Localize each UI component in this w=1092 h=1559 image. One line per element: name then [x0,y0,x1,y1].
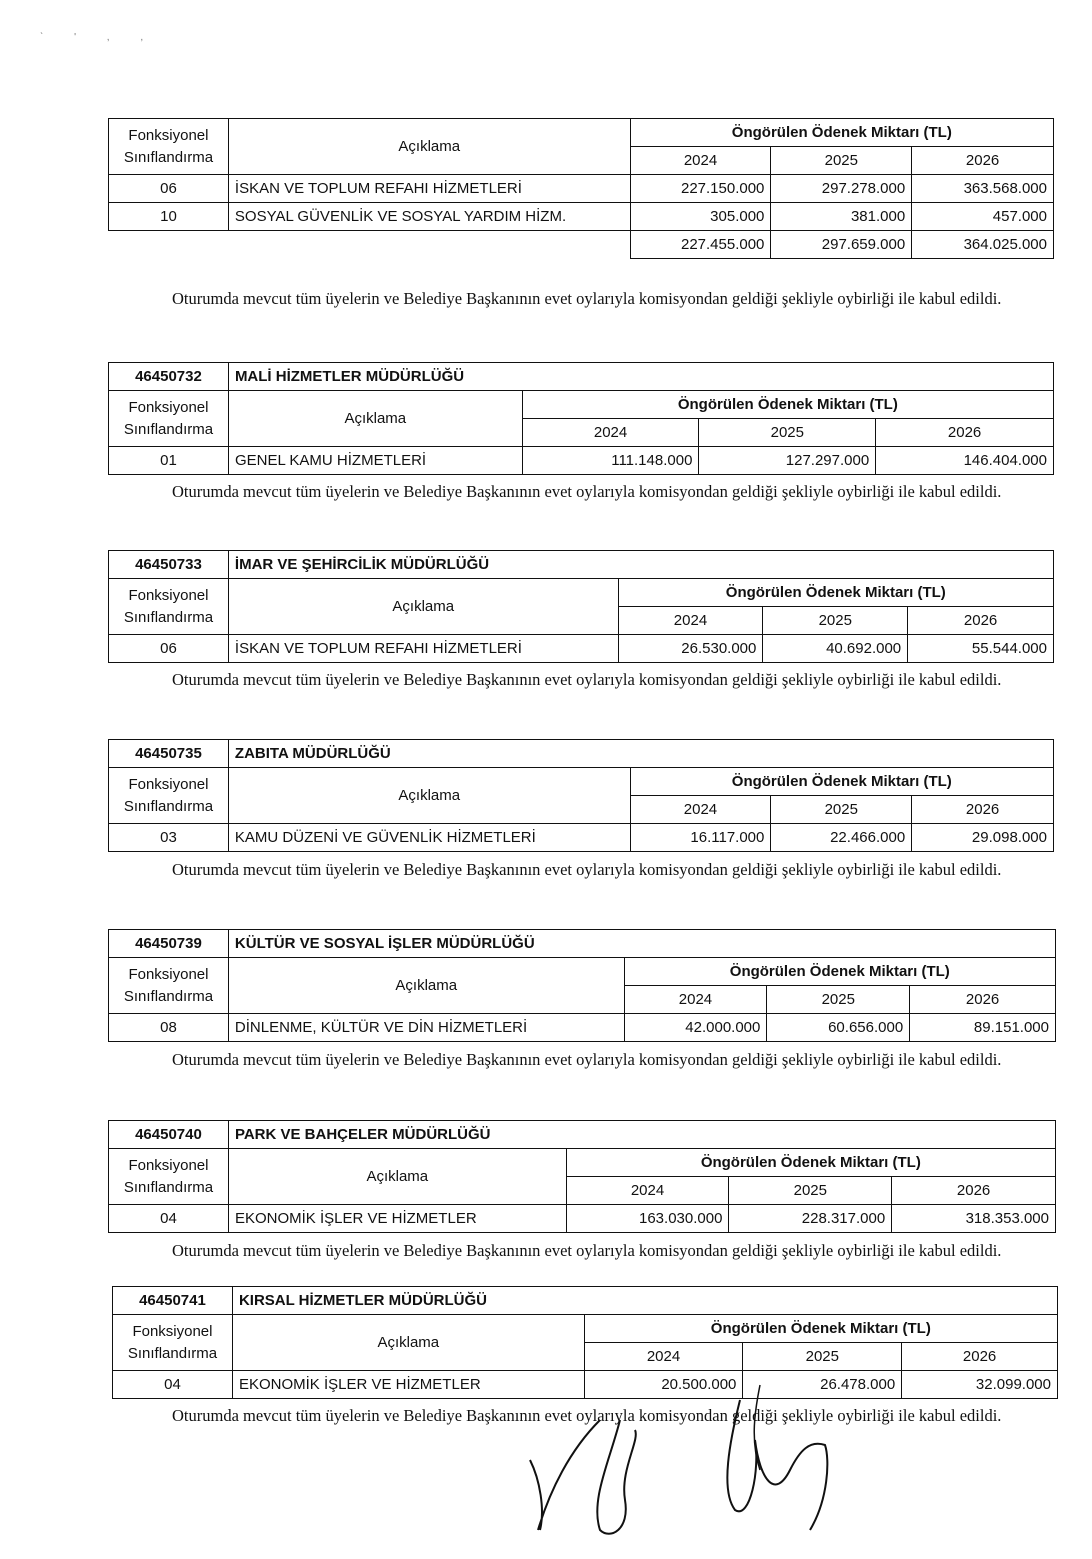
row-value-2025: 228.317.000 [729,1205,892,1233]
unit-table-46450739 [108,929,1056,1042]
unit-id: 46450735 [109,740,229,768]
row-value-2024: 305.000 [630,203,771,231]
table-row [109,203,1054,231]
header-fonksiyonel: Fonksiyonel Sınıflandırma [109,391,229,447]
unit-name: KÜLTÜR VE SOSYAL İŞLER MÜDÜRLÜĞÜ [228,930,1055,958]
unit-table-46450735 [108,739,1054,852]
unit-table-46450733 [108,550,1054,663]
header-aciklama: Açıklama [232,1315,584,1371]
unit-name: ZABITA MÜDÜRLÜĞÜ [228,740,1053,768]
row-desc: SOSYAL GÜVENLİK VE SOSYAL YARDIM HİZM. [228,203,630,231]
row-value-2024: 26.530.000 [618,635,763,663]
header-aciklama: Açıklama [228,391,522,447]
table-row [109,447,1054,475]
header-odenek: Öngörülen Ödenek Miktarı (TL) [630,119,1053,147]
approval-text: Oturumda mevcut tüm üyelerin ve Belediye Başkanının evet oylarıyla komisyondan geldiği şekliyle oybirliği ile kabul edildi. [172,1050,1002,1069]
row-value-2025: 127.297.000 [699,447,876,475]
header-fonksiyonel: Fonksiyonel Sınıflandırma [109,768,229,824]
row-value-2026: 318.353.000 [892,1205,1056,1233]
row-code: 10 [109,203,229,231]
unit-name: PARK VE BAHÇELER MÜDÜRLÜĞÜ [228,1121,1055,1149]
table-row [109,175,1054,203]
row-code: 06 [109,175,229,203]
header-year-2025: 2025 [771,796,912,824]
row-value-2026: 457.000 [912,203,1054,231]
header-fonksiyonel: Fonksiyonel Sınıflandırma [109,1149,229,1205]
row-value-2024: 227.150.000 [630,175,771,203]
header-year-2025: 2025 [767,986,910,1014]
header-year-2026: 2026 [910,986,1056,1014]
header-fonksiyonel: Fonksiyonel Sınıflandırma [109,958,229,1014]
row-value-2025: 60.656.000 [767,1014,910,1042]
row-value-2026: 89.151.000 [910,1014,1056,1042]
row-value-2025: 381.000 [771,203,912,231]
approval-text: Oturumda mevcut tüm üyelerin ve Belediye Başkanının evet oylarıyla komisyondan geldiği şekliyle oybirliği ile kabul edildi. [172,289,1002,308]
scan-marks: ˋ ' , , [40,32,158,43]
top-budget-table [108,118,1054,259]
header-year-2024: 2024 [522,419,699,447]
row-value-2025: 26.478.000 [743,1371,902,1399]
header-year-2025: 2025 [743,1343,902,1371]
header-year-2024: 2024 [618,607,763,635]
row-value-2025: 40.692.000 [763,635,908,663]
approval-text: Oturumda mevcut tüm üyelerin ve Belediye Başkanının evet oylarıyla komisyondan geldiği şekliyle oybirliği ile kabul edildi. [172,482,1002,501]
unit-name: İMAR VE ŞEHİRCİLİK MÜDÜRLÜĞÜ [228,551,1053,579]
header-year-2025: 2025 [763,607,908,635]
row-value-2025: 297.278.000 [771,175,912,203]
row-code: 06 [109,635,229,663]
table-row [109,635,1054,663]
header-odenek: Öngörülen Ödenek Miktarı (TL) [630,768,1053,796]
header-year-2025: 2025 [771,147,912,175]
unit-id: 46450732 [109,363,229,391]
row-value-2024: 163.030.000 [566,1205,729,1233]
header-year-2024: 2024 [624,986,767,1014]
row-desc: KAMU DÜZENİ VE GÜVENLİK HİZMETLERİ [228,824,630,852]
header-fonksiyonel: Fonksiyonel Sınıflandırma [113,1315,233,1371]
row-desc: GENEL KAMU HİZMETLERİ [228,447,522,475]
unit-id: 46450733 [109,551,229,579]
total-row [109,231,1054,259]
approval-paragraph [108,1237,1028,1264]
header-aciklama: Açıklama [228,119,630,175]
row-desc: İSKAN VE TOPLUM REFAHI HİZMETLERİ [228,635,618,663]
approval-text: Oturumda mevcut tüm üyelerin ve Belediye Başkanının evet oylarıyla komisyondan geldiği şekliyle oybirliği ile kabul edildi. [172,1406,1002,1425]
header-year-2026: 2026 [912,147,1054,175]
row-value-2024: 16.117.000 [630,824,771,852]
header-year-2025: 2025 [729,1177,892,1205]
approval-text: Oturumda mevcut tüm üyelerin ve Belediye Başkanının evet oylarıyla komisyondan geldiği şekliyle oybirliği ile kabul edildi. [172,670,1002,689]
total-2024: 227.455.000 [630,231,771,259]
total-2026: 364.025.000 [912,231,1054,259]
approval-text: Oturumda mevcut tüm üyelerin ve Belediye Başkanının evet oylarıyla komisyondan geldiği şekliyle oybirliği ile kabul edildi. [172,1241,1002,1260]
header-year-2026: 2026 [908,607,1054,635]
row-value-2026: 32.099.000 [902,1371,1058,1399]
header-year-2025: 2025 [699,419,876,447]
unit-id: 46450740 [109,1121,229,1149]
approval-paragraph [108,478,1028,505]
unit-id: 46450739 [109,930,229,958]
row-value-2026: 146.404.000 [876,447,1054,475]
header-year-2024: 2024 [630,147,771,175]
row-desc: EKONOMİK İŞLER VE HİZMETLER [232,1371,584,1399]
row-value-2026: 363.568.000 [912,175,1054,203]
header-year-2026: 2026 [902,1343,1058,1371]
header-odenek: Öngörülen Ödenek Miktarı (TL) [618,579,1053,607]
row-code: 04 [113,1371,233,1399]
header-odenek: Öngörülen Ödenek Miktarı (TL) [566,1149,1055,1177]
unit-name: MALİ HİZMETLER MÜDÜRLÜĞÜ [228,363,1053,391]
header-aciklama: Açıklama [228,768,630,824]
row-code: 01 [109,447,229,475]
row-value-2026: 55.544.000 [908,635,1054,663]
unit-table-46450740 [108,1120,1056,1233]
row-desc: DİNLENME, KÜLTÜR VE DİN HİZMETLERİ [228,1014,624,1042]
header-year-2024: 2024 [566,1177,729,1205]
signature [510,1380,870,1550]
row-value-2024: 111.148.000 [522,447,699,475]
header-year-2026: 2026 [912,796,1054,824]
approval-paragraph [108,1046,1028,1073]
approval-paragraph [108,285,1028,312]
table-row [109,824,1054,852]
header-odenek: Öngörülen Ödenek Miktarı (TL) [584,1315,1057,1343]
header-year-2024: 2024 [630,796,771,824]
table-row [109,1205,1056,1233]
header-year-2024: 2024 [584,1343,743,1371]
header-odenek: Öngörülen Ödenek Miktarı (TL) [624,958,1055,986]
row-desc: İSKAN VE TOPLUM REFAHI HİZMETLERİ [228,175,630,203]
total-2025: 297.659.000 [771,231,912,259]
approval-paragraph [108,856,1028,883]
row-desc: EKONOMİK İŞLER VE HİZMETLER [228,1205,566,1233]
unit-name: KIRSAL HİZMETLER MÜDÜRLÜĞÜ [232,1287,1057,1315]
header-odenek: Öngörülen Ödenek Miktarı (TL) [522,391,1053,419]
header-fonksiyonel: Fonksiyonel Sınıflandırma [109,579,229,635]
row-value-2026: 29.098.000 [912,824,1054,852]
unit-table-46450732 [108,362,1054,475]
approval-paragraph [108,666,1028,693]
row-code: 03 [109,824,229,852]
row-value-2025: 22.466.000 [771,824,912,852]
unit-id: 46450741 [113,1287,233,1315]
row-code: 04 [109,1205,229,1233]
table-row [109,1014,1056,1042]
row-value-2024: 42.000.000 [624,1014,767,1042]
header-aciklama: Açıklama [228,958,624,1014]
header-year-2026: 2026 [892,1177,1056,1205]
approval-text: Oturumda mevcut tüm üyelerin ve Belediye Başkanının evet oylarıyla komisyondan geldiği şekliyle oybirliği ile kabul edildi. [172,860,1002,879]
header-year-2026: 2026 [876,419,1054,447]
header-fonksiyonel: Fonksiyonel Sınıflandırma [109,119,229,175]
row-value-2024: 20.500.000 [584,1371,743,1399]
header-aciklama: Açıklama [228,1149,566,1205]
header-aciklama: Açıklama [228,579,618,635]
row-code: 08 [109,1014,229,1042]
